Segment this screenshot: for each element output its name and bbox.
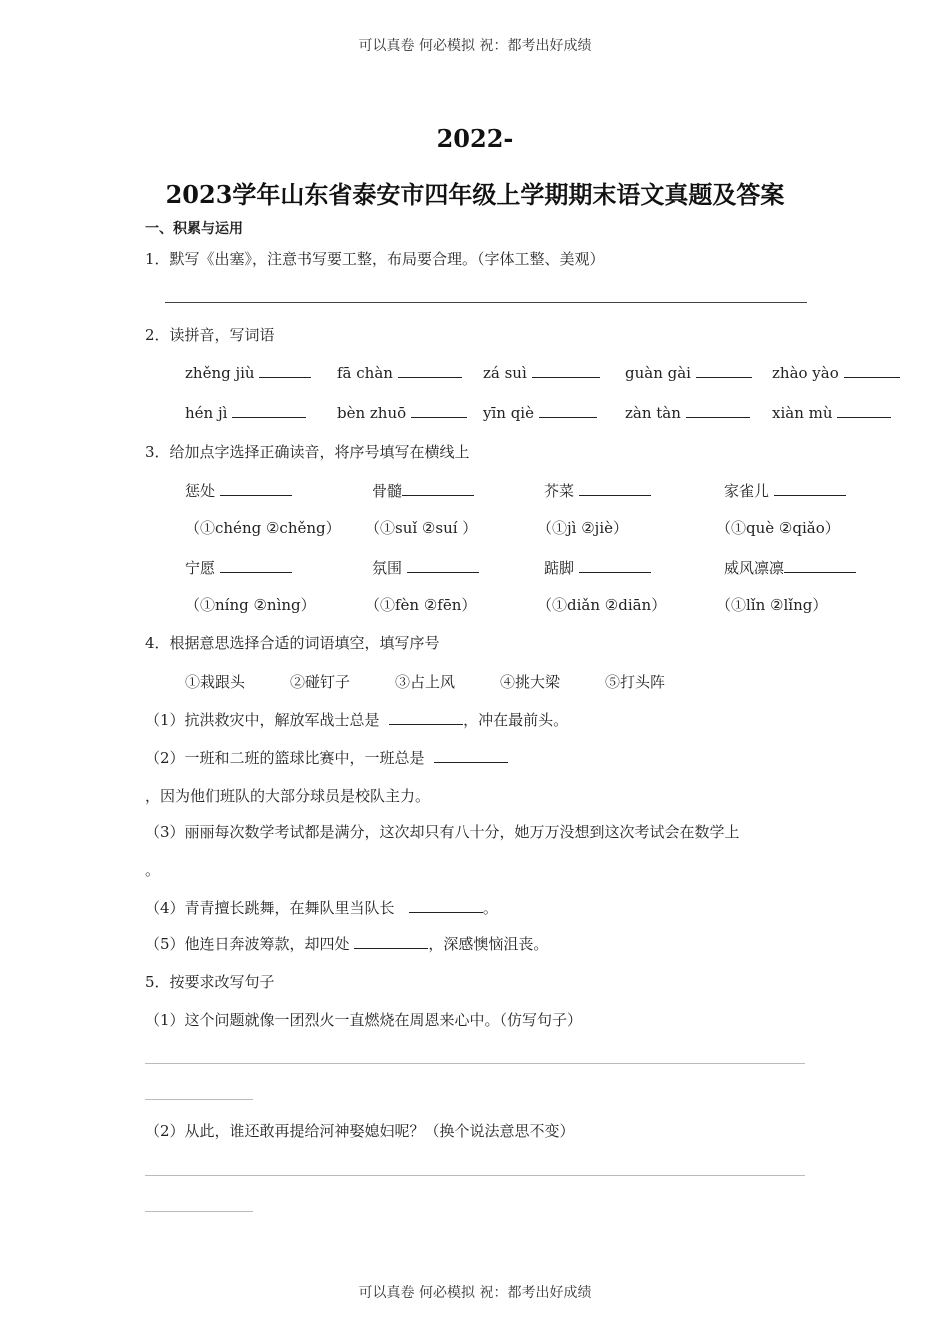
blank[interactable] (389, 710, 463, 725)
answer-line[interactable] (145, 1175, 805, 1176)
word-5: 宁愿 (185, 557, 292, 578)
pinyin-3: zá suì (483, 363, 600, 382)
q4-sentence-2-cont: ，因为他们班队的大部分球员是校队主力。 (145, 787, 431, 805)
option-7: （①diǎn ②diān） (537, 596, 667, 614)
blank[interactable] (220, 558, 292, 573)
option-4: （①què ②qiǎo） (716, 519, 840, 537)
q4-sentence-5: （5）他连日奔波筹款，却四处 ，深感懊恼沮丧。 (145, 935, 549, 953)
question-4: 4．根据意思选择合适的词语填空，填写序号 (145, 634, 440, 652)
answer-line[interactable] (145, 1211, 253, 1212)
pinyin-10: xiàn mù (772, 403, 891, 422)
blank[interactable] (532, 363, 600, 378)
word-4: 家雀儿 (724, 480, 846, 501)
question-3: 3．给加点字选择正确读音，将序号填写在横线上 (145, 443, 470, 461)
pinyin-9: zàn tàn (625, 403, 750, 422)
blank[interactable] (220, 481, 292, 496)
blank[interactable] (402, 481, 474, 496)
option-8: （①lǐn ②lǐng） (716, 596, 828, 614)
answer-line-q1[interactable] (165, 302, 807, 303)
word-8: 威风凛凛 (724, 557, 856, 578)
title-line-2: 2023学年山东省泰安市四年级上学期期末语文真题及答案 (165, 180, 785, 209)
blank[interactable] (259, 363, 311, 378)
q4-sentence-3-cont: 。 (145, 861, 161, 879)
q4-sentence-2: （2）一班和二班的篮球比赛中，一班总是 (145, 747, 508, 768)
blank[interactable] (579, 481, 651, 496)
blank[interactable] (579, 558, 651, 573)
blank[interactable] (354, 934, 428, 949)
blank[interactable] (232, 403, 306, 418)
idiom-option-4: ④挑大梁 (500, 673, 561, 691)
pinyin-6: hén jì (185, 403, 306, 422)
blank[interactable] (434, 748, 508, 763)
answer-line[interactable] (145, 1099, 253, 1100)
option-3: （①jì ②jiè） (537, 519, 628, 537)
blank[interactable] (784, 558, 856, 573)
blank[interactable] (837, 403, 891, 418)
option-2: （①suǐ ②suí ） (365, 519, 478, 537)
q5-sentence-1: （1）这个问题就像一团烈火一直燃烧在周恩来心中。（仿写句子） (145, 1011, 583, 1029)
pinyin-7: bèn zhuō (337, 403, 467, 422)
q4-sentence-4: （4）青青擅长跳舞，在舞队里当队长 。 (145, 899, 498, 917)
blank[interactable] (398, 363, 462, 378)
q4-sentence-3: （3）丽丽每次数学考试都是满分，这次却只有八十分，她万万没想到这次考试会在数学上 (145, 823, 740, 841)
word-1: 惩处 (185, 480, 292, 501)
question-1: 1．默写《出塞》，注意书写要工整，布局要合理。（字体工整、美观） (145, 250, 605, 268)
blank[interactable] (774, 481, 846, 496)
pinyin-8: yīn qiè (483, 403, 597, 422)
word-6: 氛围 (372, 557, 479, 578)
idiom-option-2: ②碰钉子 (290, 673, 351, 691)
q4-sentence-1: （1）抗洪救灾中，解放军战士总是 ，冲在最前头。 (145, 711, 569, 729)
title-line-1: 2022- (436, 124, 514, 153)
option-5: （①níng ②nìng） (185, 596, 316, 614)
word-2: 骨髓 (372, 480, 474, 501)
idiom-option-5: ⑤打头阵 (605, 673, 666, 691)
pinyin-5: zhào yào (772, 363, 900, 382)
idiom-option-3: ③占上风 (395, 673, 456, 691)
page-footer: 可以真卷 何必模拟 祝：都考出好成绩 (358, 1285, 592, 1301)
word-3: 芥菜 (544, 480, 651, 501)
blank[interactable] (844, 363, 900, 378)
section-heading: 一、积累与运用 (145, 221, 243, 237)
question-5: 5．按要求改写句子 (145, 973, 275, 991)
page-header: 可以真卷 何必模拟 祝：都考出好成绩 (358, 38, 592, 54)
idiom-option-1: ①栽跟头 (185, 673, 246, 691)
answer-line[interactable] (145, 1063, 805, 1064)
option-1: （①chéng ②chěng） (185, 519, 341, 537)
pinyin-1: zhěng jiù (185, 363, 311, 382)
blank[interactable] (686, 403, 750, 418)
blank[interactable] (411, 403, 467, 418)
blank[interactable] (407, 558, 479, 573)
question-2: 2．读拼音，写词语 (145, 326, 275, 344)
blank[interactable] (696, 363, 752, 378)
option-6: （①fèn ②fēn） (365, 596, 477, 614)
pinyin-4: guàn gài (625, 363, 752, 382)
blank[interactable] (539, 403, 597, 418)
word-7: 踮脚 (544, 557, 651, 578)
q5-sentence-2: （2）从此，谁还敢再提给河神娶媳妇呢？（换个说法意思不变） (145, 1122, 575, 1140)
pinyin-2: fā chàn (337, 363, 462, 382)
blank[interactable] (409, 898, 483, 913)
